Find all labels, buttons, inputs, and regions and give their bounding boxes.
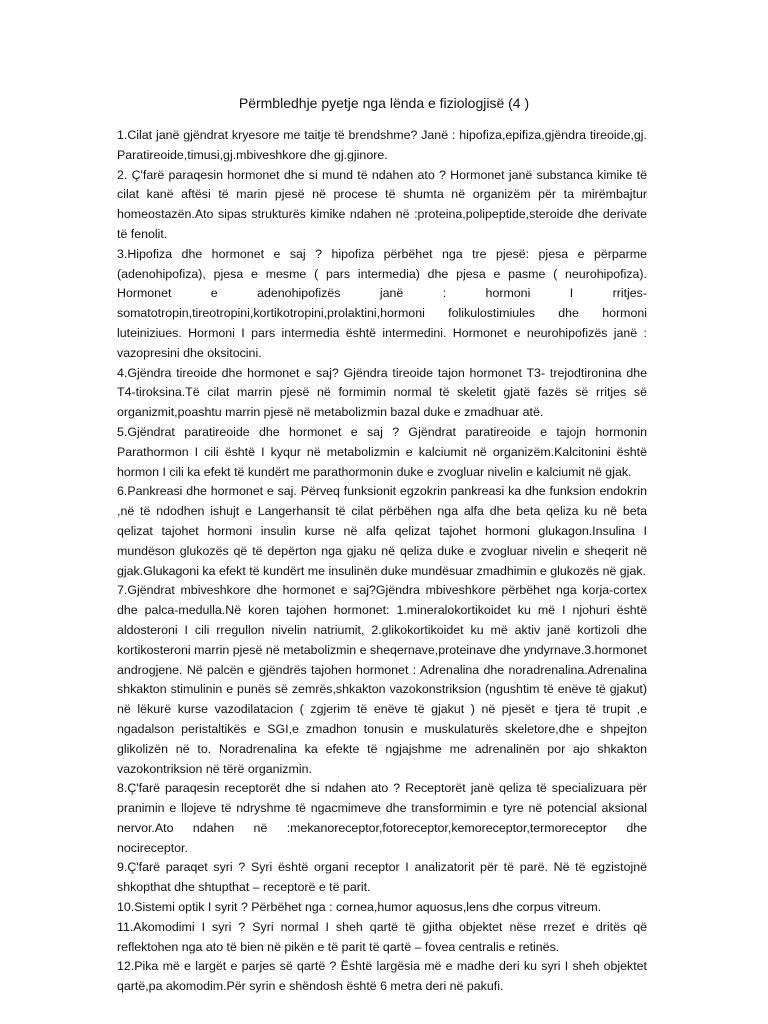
paragraph-8: 8.Ç'farë paraqesin receptorët dhe si ndahen ato ? Receptorët janë qeliza të specializuara për pranimin e llojeve të ndryshme të ngacmimeve dhe transformimin e tyre në potencial aksional nervor.Ato ndahen në :mekanoreceptor,fotoreceptor,kemoreceptor,termoreceptor dhe nocireceptor. [117, 781, 647, 855]
paragraph-11: 11.Akomodimi I syri ? Syri normal I sheh qartë të gjitha objektet nëse rrezet e dritës që reflektohen nga ato të bien në pikën e të parit të qartë – fovea centralis e retinës. [117, 919, 647, 954]
paragraph-7: 7.Gjëndrat mbiveshkore dhe hormonet e saj?Gjëndra mbiveshkore përbëhet nga korja-cortex dhe palca-medulla.Në koren tajohen hormonet: 1.mineralokortikoidet ku më I njohuri është aldosteroni I cili rregullon nivelin natriumit, 2.glikokortikoidet ku më aktiv janë kortizoli dhe kortikosteroni marrin pjesë në metabolizmin e sheqernave,proteinave dhe yndyrnave.3.hormonet androgjene. Në palcën e gjëndrës tajohen hormonet : Adrenalina dhe noradrenalina.Adrenalina shkakton stimulinin e punës së zemrës,shkakton vazokonstriksion (ngushtim të enëve të gjakut) në lëkurë kurse vazodilatacion ( zgjerim të enëve të gjakut ) në pjesët e tjera të trupit ,e ngadalson peristaltikës e SGI,e zmadhon tonusin e muskulaturës skeletore,dhe e shpejton glikolizën në to. Noradrenalina ka efekte të ngjajshme me adrenalinën por ajo shkakton vazokontriksion në tërë organizmin. [117, 583, 647, 776]
paragraph-10: 10.Sistemi optik I syrit ? Përbëhet nga : cornea,humor aquosus,lens dhe corpus vitreum. [117, 900, 602, 915]
paragraph-3: 3.Hipofiza dhe hormonet e saj ? hipofiza përbëhet nga tre pjesë: pjesa e përparme (adenohipofiza), pjesa e mesme ( pars intermedia) dhe pjesa e pasme ( neurohipofiza). Hormonet e adenohipofizës janë : hormoni I rritjes- somatotropin,tireotropini,kortikotropini,prolaktini,hormoni folikulostimiules dhe hormoni luteiniziues. Hormoni I pars intermedia është intermedini. Hormonet e neurohipofizës janë : vazopresini dhe oksitocini. [117, 246, 647, 360]
document-body [117, 126, 647, 997]
document-title: Përmbledhje pyetje nga lënda e fiziologjisë (4 ) [238, 95, 530, 111]
paragraph-9: 9.Ç'farë paraqet syri ? Syri është organi receptor I analizatorit për të parë. Në të egzistojnë shkopthat dhe shtupthat – receptorë e të parit. [117, 860, 647, 895]
paragraph-6: 6.Pankreasi dhe hormonet e saj. Përveq funksionit egzokrin pankreasi ka dhe funksion endokrin ,në të ndodhen ishujt e Langerhansit të cilat përbëhen nga alfa dhe beta qeliza ku në beta qelizat tajohet hormoni insulin kurse në alfa qelizat tajohet hormoni glukagon.Insulina I mundëson glukozës që të depërton nga gjaku në qeliza duke e zvogluar nivelin e sheqerit në gjak.Glukagoni ka efekt të kundërt me insulinën duke mundësuar zmadhimin e glukozës në gjak. [117, 484, 647, 578]
paragraph-5: 5.Gjëndrat paratireoide dhe hormonet e saj ? Gjëndrat paratireoide e tajojn hormonin Parathormon I cili është I kyqur në metabolizmin e kalciumit në organizëm.Kalcitonini është hormon I cili ka efekt të kundërt me parathormonin duke e zvogluar nivelin e kalciumit në gjak. [117, 424, 647, 479]
paragraph-1: 1.Cilat janë gjëndrat kryesore me taitje të brendshme? Janë : hipofiza,epifiza,gjëndra tireoide,gj. Paratireoide,timusi,gj.mbiveshkore dhe gj.gjinore. [117, 128, 647, 162]
paragraph-2: 2. Ç'farë paraqesin hormonet dhe si mund të ndahen ato ? Hormonet janë substanca kimike të cilat kanë aftësi të marin pjesë në procese të shumta në organizëm për ta mirëmbajtur homeostazën.Ato sipas strukturës kimike ndahen në :proteina,polipeptide,steroide dhe derivate të fenolit. [117, 167, 647, 241]
paragraph-4: 4.Gjëndra tireoide dhe hormonet e saj? Gjëndra tireoide tajon hormonet T3- trejodtironina dhe T4-tiroksina.Të cilat marrin pjesë në formimin normal të skeletit gjatë fazës së rritjes së organizmit,poashtu marrin pjesë në metabolizmin bazal duke e zmadhuar atë. [117, 365, 647, 420]
paragraph-12: 12.Pika më e largët e parjes së qartë ? Është largësia më e madhe deri ku syri I sheh objektet qartë,pa akomodim.Për syrin e shëndosh është 6 metra deri në pakufi. [117, 959, 647, 994]
